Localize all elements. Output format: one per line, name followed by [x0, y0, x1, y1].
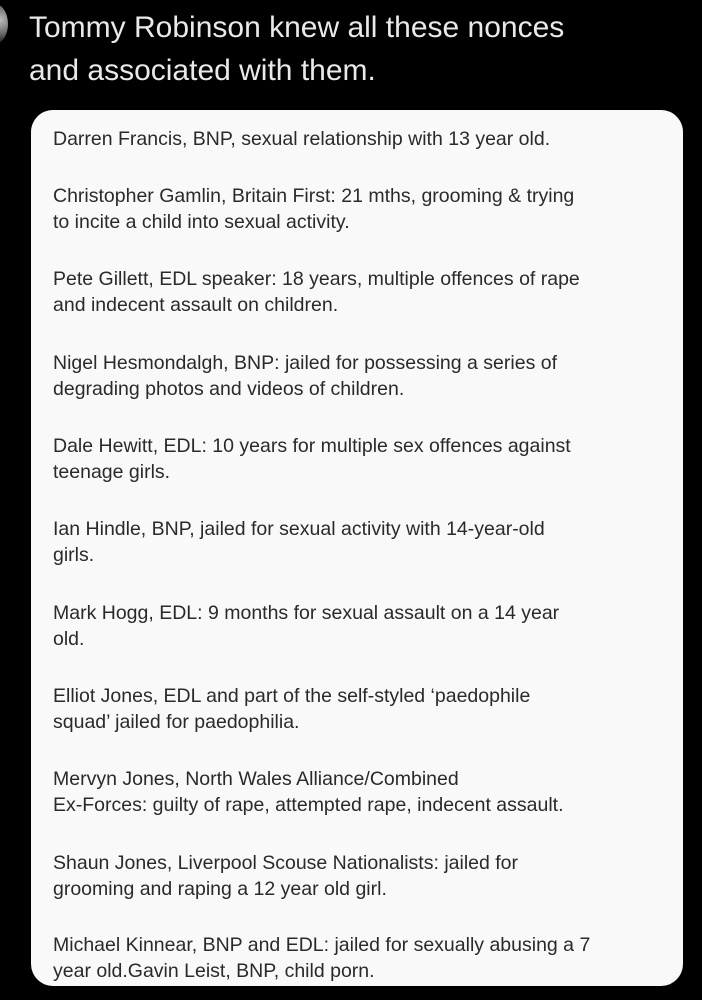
list-item: Elliot Jones, EDL and part of the self-styled ‘paedophile squad’ jailed for paedophilia. [53, 685, 531, 733]
list-item: Mark Hogg, EDL: 9 months for sexual assault on a 14 year old. [53, 602, 560, 650]
avatar[interactable] [0, 4, 8, 44]
list-item: Nigel Hesmondalgh, BNP: jailed for possessing a series of degrading photos and videos of children. [53, 352, 558, 400]
list-item: Shaun Jones, Liverpool Scouse Nationalists: jailed for grooming and raping a 12 year old girl. [53, 852, 519, 900]
list-item: Ian Hindle, BNP, jailed for sexual activity with 14-year-old girls. [53, 518, 545, 566]
list-item: Pete Gillett, EDL speaker: 18 years, multiple offences of rape and indecent assault on children. [53, 268, 580, 316]
tweet-text: Tommy Robinson knew all these nonces and associated with them. [29, 11, 565, 87]
list-item: Christopher Gamlin, Britain First: 21 mths, grooming & trying to incite a child into sexual activity. [53, 185, 575, 233]
list-item: Mervyn Jones, North Wales Alliance/Combined Ex-Forces: guilty of rape, attempted rape, indecent assault. [53, 768, 564, 816]
list-item: Darren Francis, BNP, sexual relationship with 13 year old. [53, 128, 551, 150]
list-item: Michael Kinnear, BNP and EDL: jailed for sexually abusing a 7 year old.Gavin Leist, BNP, child porn. [53, 934, 591, 982]
list-item: Dale Hewitt, EDL: 10 years for multiple sex offences against teenage girls. [53, 435, 571, 483]
tweet-image[interactable] [31, 110, 683, 986]
